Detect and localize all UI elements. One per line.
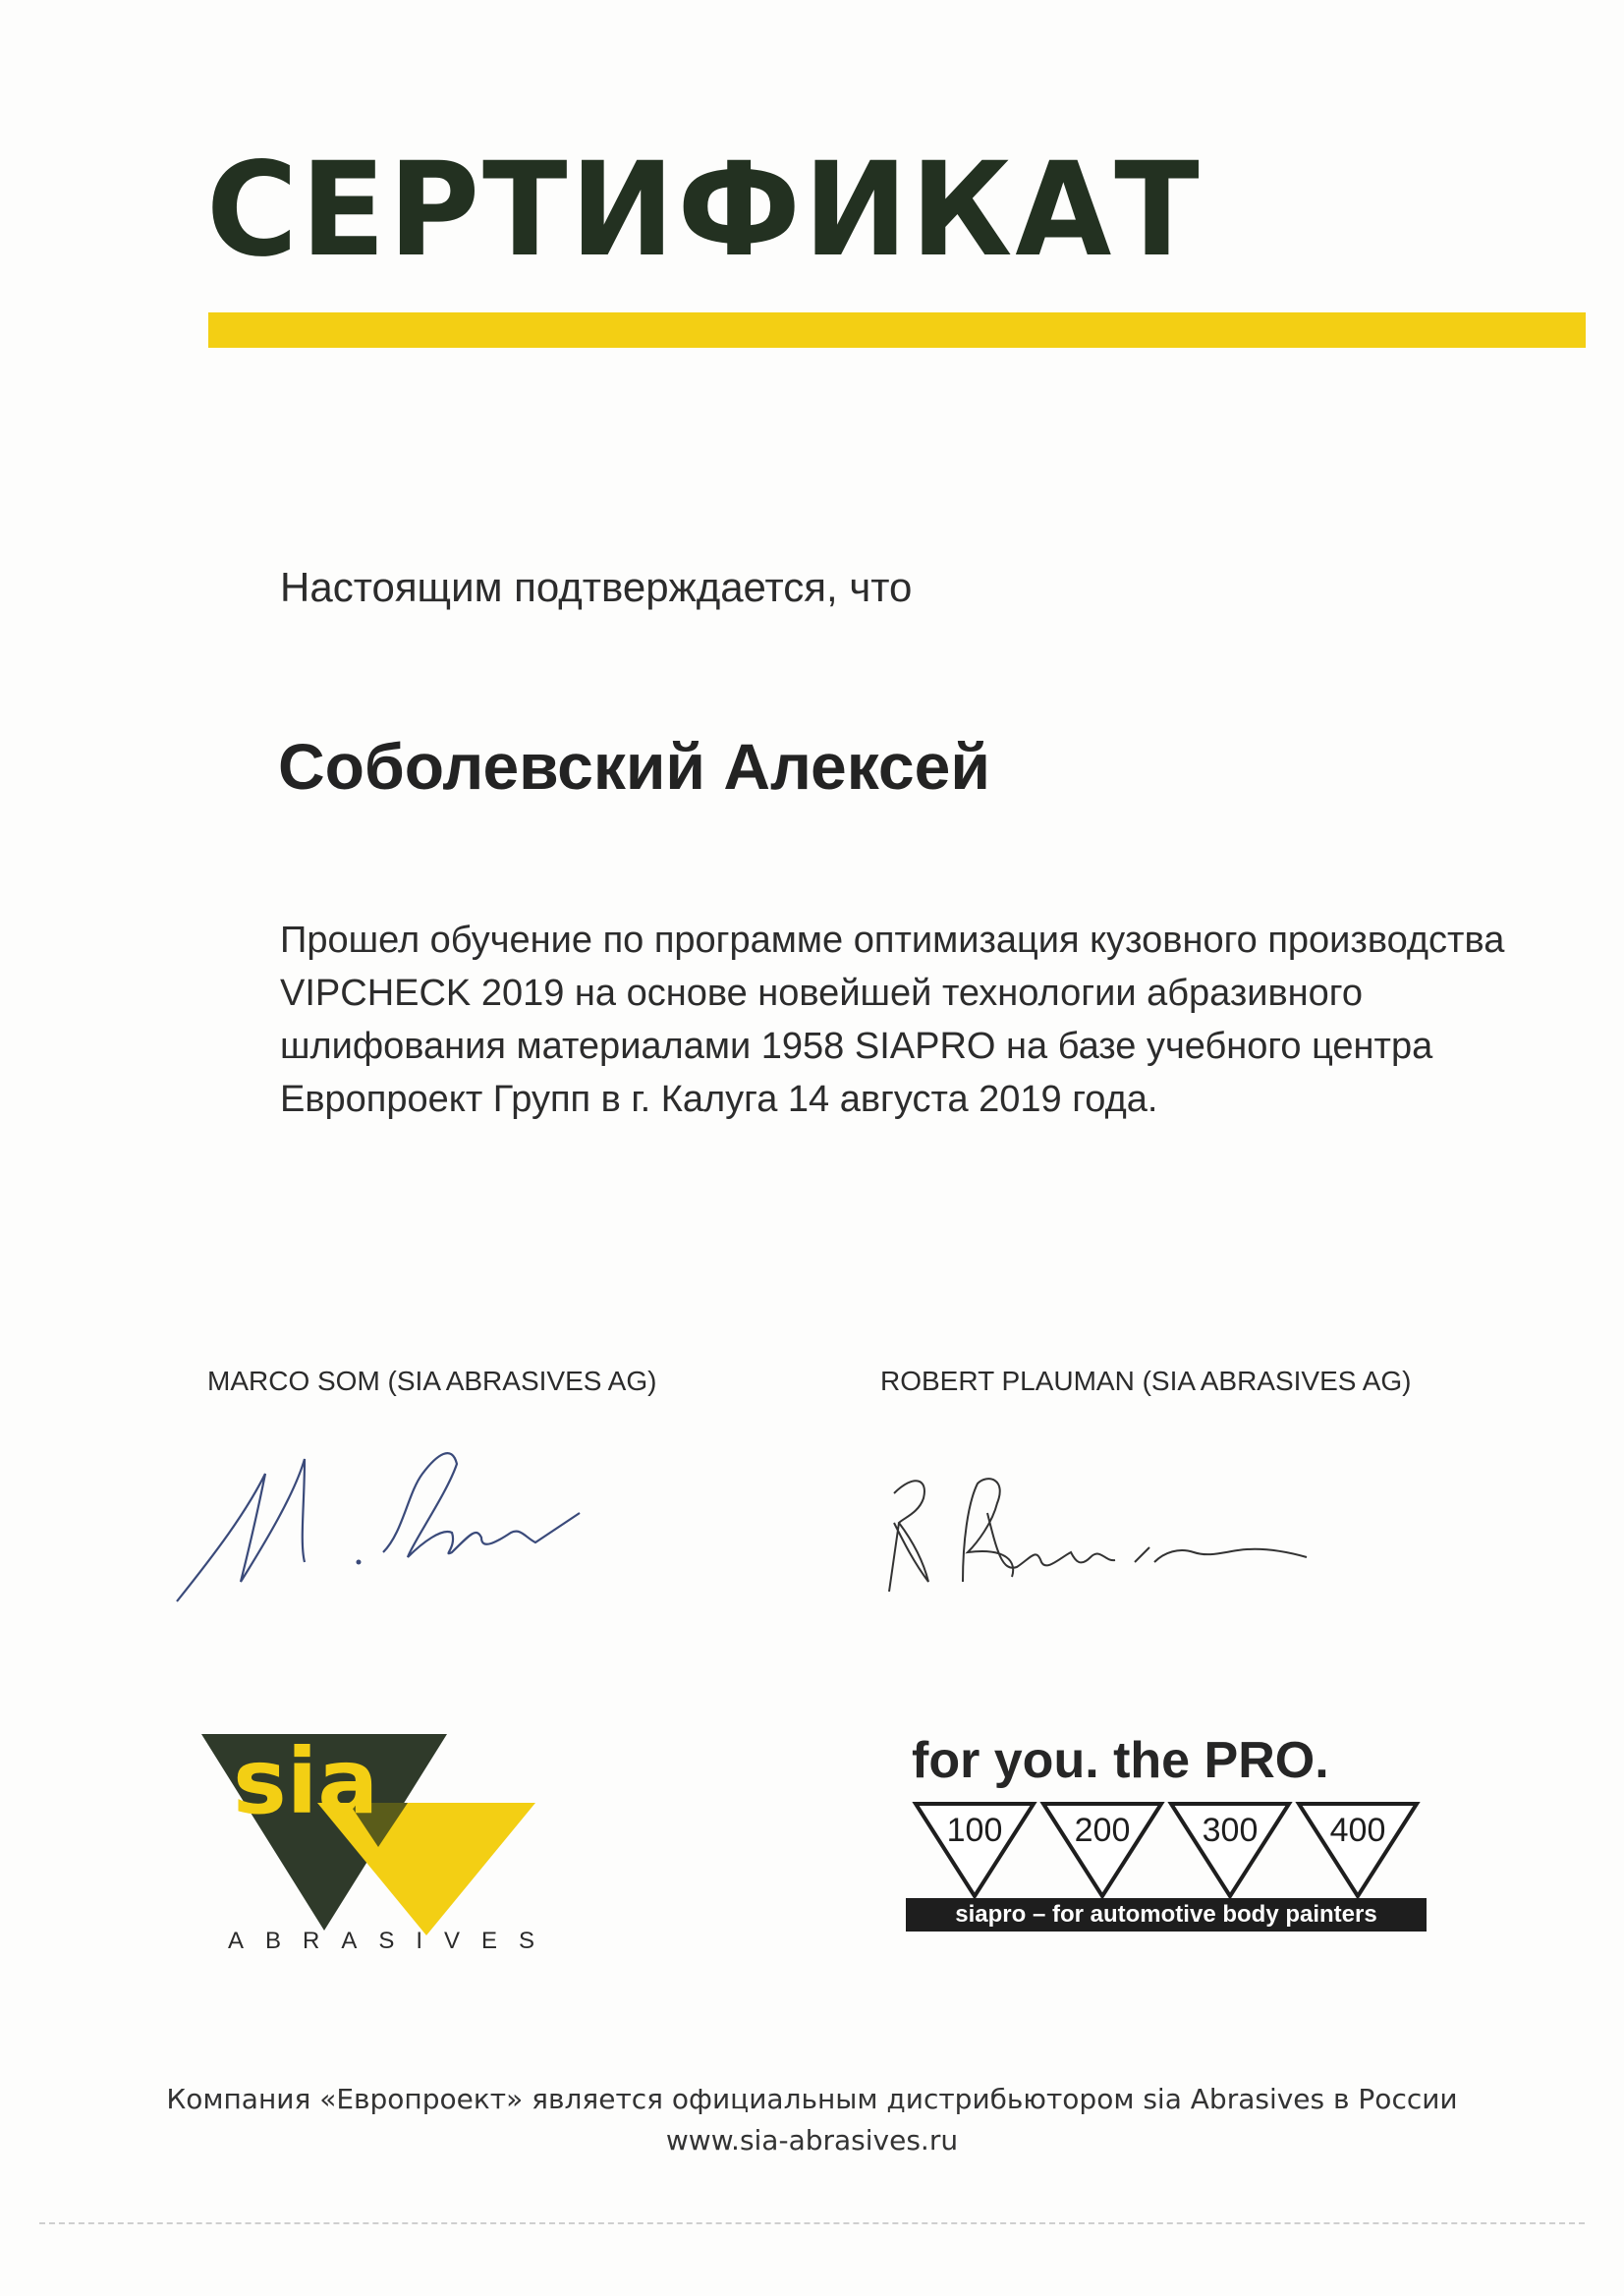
title-underline-bar [208, 312, 1586, 348]
bottom-divider [39, 2222, 1585, 2224]
grade-label: 400 [1329, 1812, 1386, 1849]
sia-abrasives-logo [201, 1734, 550, 1940]
siapro-tagline: for you. the PRO. [912, 1732, 1329, 1789]
signature-marco-som [157, 1434, 688, 1611]
signatory-name-2: ROBERT PLAUMAN (SIA ABRASIVES AG) [880, 1366, 1412, 1396]
signatory-name-1: MARCO SOM (SIA ABRASIVES AG) [207, 1366, 657, 1396]
body-line: Прошел обучение по программе оптимизация кузовного производства [280, 920, 1505, 961]
signature-robert-plauman [869, 1454, 1321, 1621]
grade-label: 300 [1202, 1812, 1259, 1849]
distributor-note: Компания «Европроект» является официальным дистрибьютором sia Abrasives в России [166, 2083, 1458, 2115]
sia-logo-wordmark: sia [233, 1734, 379, 1834]
certificate-title: СЕРТИФИКАТ [206, 135, 1203, 286]
recipient-name: Соболевский Алексей [278, 730, 990, 803]
sia-logo-subtext: ABRASIVES [228, 1928, 557, 1954]
body-line: шлифования материалами 1958 SIAPRO на базе учебного центра [280, 1026, 1433, 1067]
body-line: VIPCHECK 2019 на основе новейшей технологии абразивного [280, 973, 1363, 1014]
intro-text: Настоящим подтверждается, что [280, 564, 913, 610]
body-line: Европроект Групп в г. Калуга 14 августа 2019 года. [280, 1079, 1158, 1120]
siapro-banner: siapro – for automotive body painters [906, 1898, 1427, 1932]
grade-label: 200 [1074, 1812, 1131, 1849]
grade-label: 100 [946, 1812, 1003, 1849]
website-url: www.sia-abrasives.ru [665, 2124, 959, 2156]
certificate-body [280, 914, 1504, 1126]
